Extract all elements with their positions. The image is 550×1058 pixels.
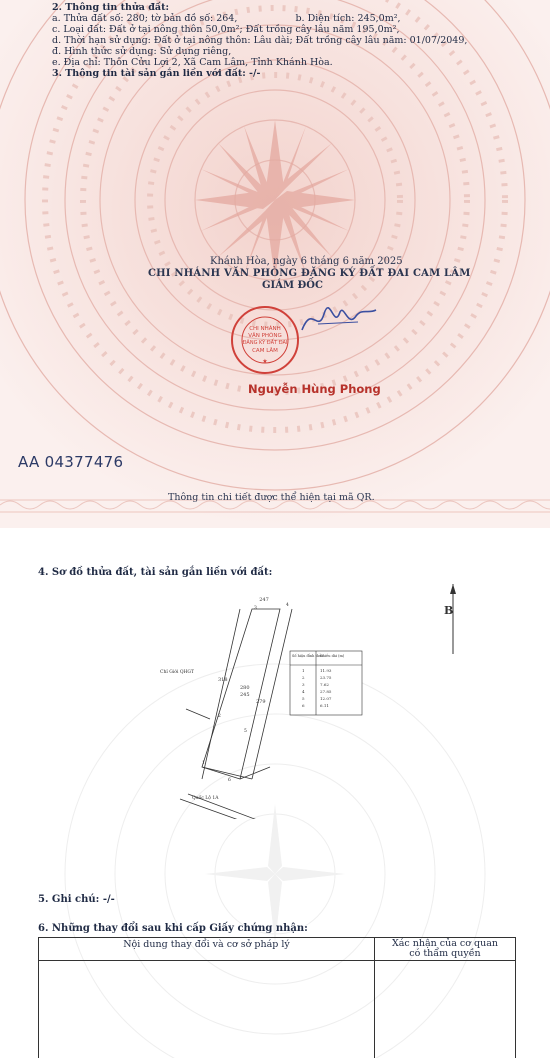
parcel-number-line xyxy=(52,13,467,24)
table-length-cell: 12.07 xyxy=(320,696,332,701)
table-vertex-cell: 5 xyxy=(302,696,305,701)
vertex-5: 5 xyxy=(244,729,247,734)
plot-label-247: 247 xyxy=(259,597,269,603)
certificate-page-front xyxy=(0,0,550,528)
north-arrow-icon xyxy=(440,584,460,654)
road-label: Quốc Lộ 1A xyxy=(192,796,219,801)
authority-confirmation-cell xyxy=(375,961,516,1058)
svg-text:CHI NHÁNH: CHI NHÁNH xyxy=(249,326,281,332)
table-vertex-cell: 4 xyxy=(302,689,305,694)
section-5-heading: 5. Ghi chú: -/- xyxy=(38,894,115,905)
north-label: B xyxy=(444,604,454,617)
plot-label-318: 318 xyxy=(218,677,228,683)
edge-length-table xyxy=(290,651,362,715)
table-length-cell: 7.62 xyxy=(320,682,329,687)
address: e. Địa chỉ: Thôn Cửu Lợi 2, Xã Cam Lâm, Tỉnh Khánh Hòa. xyxy=(52,57,333,68)
svg-text:CAM LÂM: CAM LÂM xyxy=(252,348,278,354)
vertex-2: 2 xyxy=(218,714,221,719)
parcel-sketch xyxy=(140,589,400,819)
vertex-1: 1 xyxy=(202,761,205,766)
authority-header-line-1: Xác nhận của cơ quan xyxy=(392,938,498,949)
certificate-page-back xyxy=(0,544,550,1058)
land-parcel-info xyxy=(52,2,467,79)
section-2-heading: 2. Thông tin thửa đất: xyxy=(52,2,169,13)
vertex-4: 4 xyxy=(286,603,289,608)
section-3-heading: 3. Thông tin tài sản gắn liền với đất: -/- xyxy=(52,68,261,79)
table-vertex-cell: 2 xyxy=(302,675,305,680)
official-seal xyxy=(230,305,300,375)
table-vertex-cell: 6 xyxy=(302,703,305,708)
signer-title: GIÁM ĐỐC xyxy=(262,280,323,291)
table-vertex-cell: 1 xyxy=(302,668,305,673)
usage-term: d. Thời hạn sử dụng: Đất ở tại nông thôn: Lâu dài; Đất trồng cây lâu năm: 01/07/2049, xyxy=(52,35,468,46)
certificate-serial: AA 04377476 xyxy=(18,453,124,471)
signature-scribble xyxy=(298,300,378,340)
plot-label-280: 280 xyxy=(240,685,250,691)
table-header-vertex: Số hiệu đỉnh thửa xyxy=(292,654,324,658)
parcel-number: a. Thửa đất số: 280; tờ bản đồ số: 264, xyxy=(52,13,238,24)
section-4-heading: 4. Sơ đồ thửa đất, tài sản gắn liền với đất: xyxy=(38,567,273,578)
plot-label-279: 279 xyxy=(256,699,266,705)
authority-header-line-2: có thẩm quyền xyxy=(409,948,481,959)
vertex-3: 3 xyxy=(254,606,257,611)
svg-text:★: ★ xyxy=(262,358,268,365)
changes-content-header: Nội dung thay đổi và cơ sở pháp lý xyxy=(39,938,375,961)
page-gap xyxy=(0,528,550,544)
changes-table xyxy=(38,937,516,1058)
boundary-label: Chỉ Giới QHGT xyxy=(160,670,195,675)
table-length-cell: 23.75 xyxy=(320,675,332,680)
table-length-cell: 6.11 xyxy=(320,703,329,708)
signer-name: Nguyễn Hùng Phong xyxy=(248,382,381,396)
table-vertex-cell: 3 xyxy=(302,682,305,687)
authority-confirmation-header xyxy=(375,938,516,961)
changes-content-cell xyxy=(39,961,375,1058)
table-length-cell: 27.85 xyxy=(320,689,332,694)
issuing-office: CHI NHÁNH VĂN PHÒNG ĐĂNG KÝ ĐẤT ĐAI CAM LÂM xyxy=(148,268,471,279)
table-length-cell: 11.93 xyxy=(320,668,332,673)
signing-date: Khánh Hòa, ngày 6 tháng 6 năm 2025 xyxy=(210,256,403,267)
plot-label-area: 245 xyxy=(240,692,250,698)
vertex-6: 6 xyxy=(228,778,231,783)
svg-text:VĂN PHÒNG: VĂN PHÒNG xyxy=(248,333,282,339)
usage-form: đ. Hình thức sử dụng: Sử dụng riêng, xyxy=(52,46,232,57)
qr-note: Thông tin chi tiết được thể hiện tại mã QR. xyxy=(168,492,375,503)
table-header-length: Chiều dài (m) xyxy=(320,654,345,658)
land-type: c. Loại đất: Đất ở tại nông thôn 50,0m²; Đất trồng cây lâu năm 195,0m², xyxy=(52,24,400,35)
section-6-heading: 6. Những thay đổi sau khi cấp Giấy chứng nhận: xyxy=(38,923,308,934)
parcel-area: b. Diện tích: 245,0m², xyxy=(295,13,401,24)
svg-text:ĐĂNG KÝ ĐẤT ĐAI: ĐĂNG KÝ ĐẤT ĐAI xyxy=(242,340,288,346)
